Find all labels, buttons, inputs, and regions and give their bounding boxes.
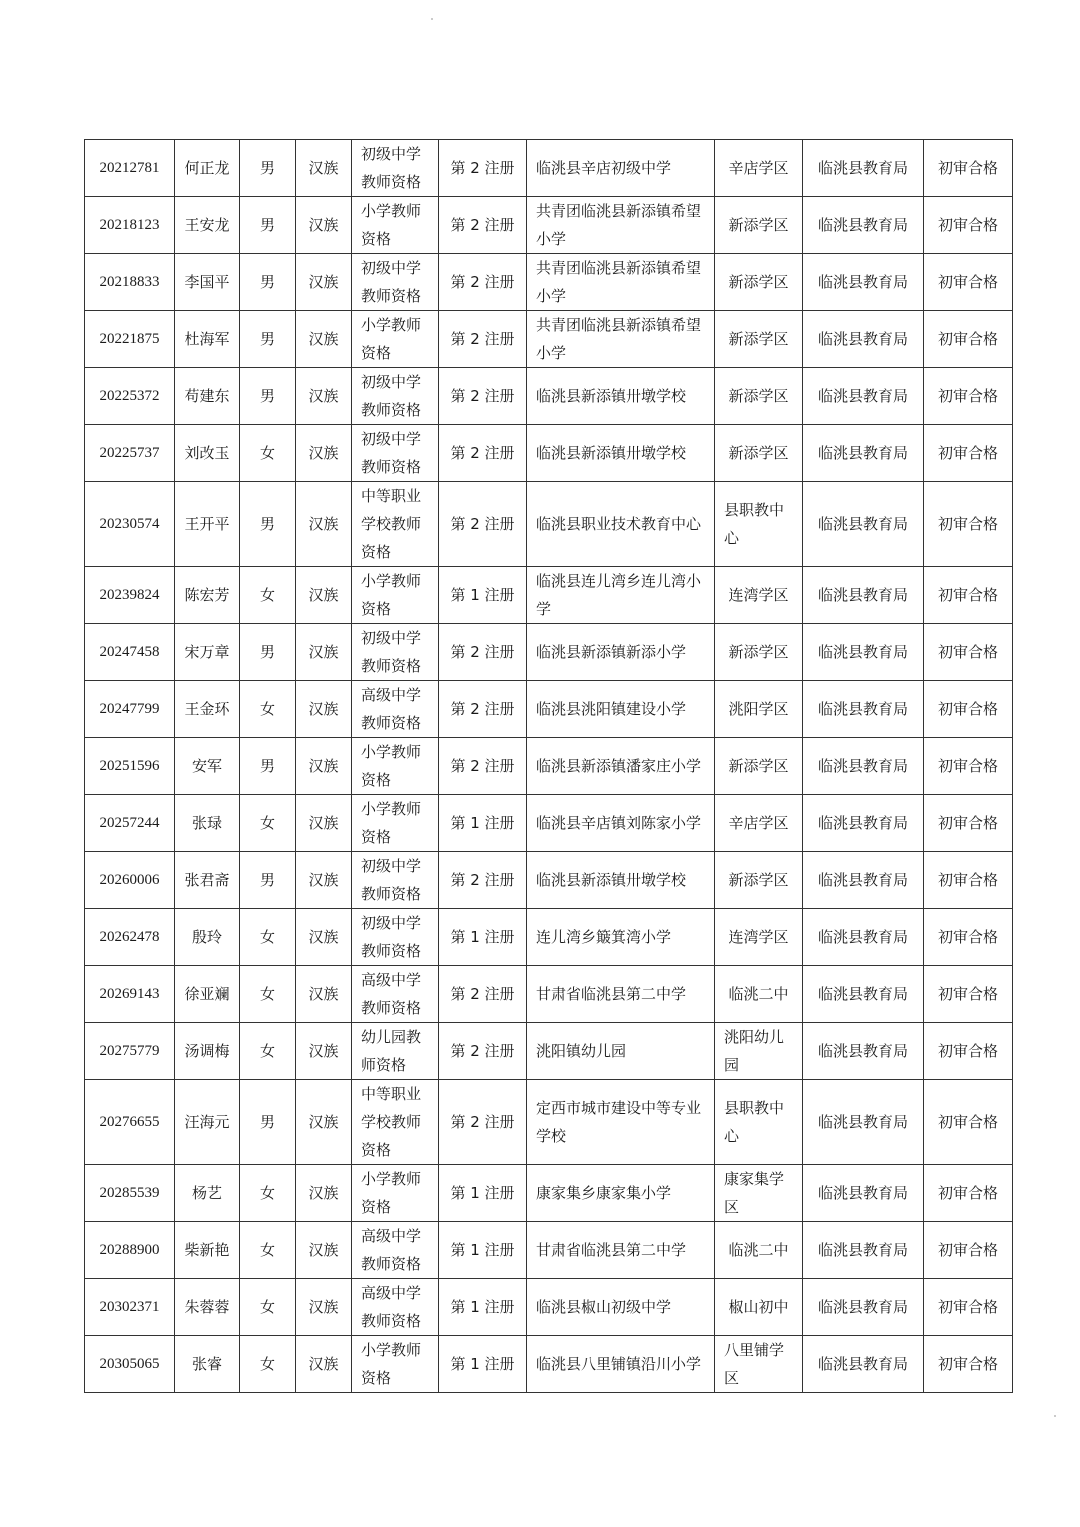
applicant-id: 20275779 xyxy=(85,1023,175,1080)
registration-type: 第 2 注册 xyxy=(439,966,527,1023)
authority: 临洮县教育局 xyxy=(803,567,924,624)
applicant-name: 李国平 xyxy=(175,254,240,311)
gender: 男 xyxy=(240,311,296,368)
gender: 女 xyxy=(240,1165,296,1222)
ethnicity: 汉族 xyxy=(296,254,352,311)
table-row xyxy=(85,254,1013,311)
gender: 女 xyxy=(240,1279,296,1336)
registration-type: 第 1 注册 xyxy=(439,795,527,852)
school: 康家集乡康家集小学 xyxy=(527,1165,715,1222)
registration-table xyxy=(84,139,1013,1393)
registration-type: 第 2 注册 xyxy=(439,311,527,368)
qualification: 初级中学教师资格 xyxy=(352,140,439,197)
table-row xyxy=(85,1222,1013,1279)
district: 县职教中心 xyxy=(715,1080,803,1165)
registration-type: 第 1 注册 xyxy=(439,1165,527,1222)
qualification: 幼儿园教师资格 xyxy=(352,1023,439,1080)
gender: 女 xyxy=(240,1336,296,1393)
applicant-name: 汤调梅 xyxy=(175,1023,240,1080)
school: 临洮县辛店镇刘陈家小学 xyxy=(527,795,715,852)
gender: 男 xyxy=(240,624,296,681)
table-body xyxy=(85,140,1013,1393)
district: 八里铺学区 xyxy=(715,1336,803,1393)
qualification: 中等职业学校教师资格 xyxy=(352,482,439,567)
authority: 临洮县教育局 xyxy=(803,1080,924,1165)
review-result: 初审合格 xyxy=(924,254,1013,311)
ethnicity: 汉族 xyxy=(296,140,352,197)
applicant-name: 徐亚斓 xyxy=(175,966,240,1023)
ethnicity: 汉族 xyxy=(296,795,352,852)
applicant-name: 杜海军 xyxy=(175,311,240,368)
review-result: 初审合格 xyxy=(924,681,1013,738)
authority: 临洮县教育局 xyxy=(803,738,924,795)
ethnicity: 汉族 xyxy=(296,1080,352,1165)
school: 甘肃省临洮县第二中学 xyxy=(527,1222,715,1279)
authority: 临洮县教育局 xyxy=(803,681,924,738)
school: 临洮县洮阳镇建设小学 xyxy=(527,681,715,738)
applicant-id: 20285539 xyxy=(85,1165,175,1222)
gender: 男 xyxy=(240,254,296,311)
applicant-id: 20302371 xyxy=(85,1279,175,1336)
applicant-id: 20225737 xyxy=(85,425,175,482)
gender: 女 xyxy=(240,567,296,624)
registration-type: 第 2 注册 xyxy=(439,425,527,482)
qualification: 高级中学教师资格 xyxy=(352,966,439,1023)
qualification: 小学教师资格 xyxy=(352,311,439,368)
applicant-name: 苟建东 xyxy=(175,368,240,425)
registration-type: 第 2 注册 xyxy=(439,1080,527,1165)
school: 临洮县新添镇新添小学 xyxy=(527,624,715,681)
authority: 临洮县教育局 xyxy=(803,368,924,425)
applicant-name: 陈宏芳 xyxy=(175,567,240,624)
gender: 女 xyxy=(240,425,296,482)
school: 临洮县新添镇卅墩学校 xyxy=(527,368,715,425)
review-result: 初审合格 xyxy=(924,1336,1013,1393)
school: 定西市城市建设中等专业学校 xyxy=(527,1080,715,1165)
gender: 男 xyxy=(240,852,296,909)
applicant-id: 20247458 xyxy=(85,624,175,681)
gender: 男 xyxy=(240,140,296,197)
review-result: 初审合格 xyxy=(924,1023,1013,1080)
ethnicity: 汉族 xyxy=(296,966,352,1023)
school: 临洮县职业技术教育中心 xyxy=(527,482,715,567)
table-row xyxy=(85,966,1013,1023)
authority: 临洮县教育局 xyxy=(803,909,924,966)
table-row xyxy=(85,311,1013,368)
authority: 临洮县教育局 xyxy=(803,966,924,1023)
ethnicity: 汉族 xyxy=(296,1222,352,1279)
review-result: 初审合格 xyxy=(924,1279,1013,1336)
table-row xyxy=(85,681,1013,738)
review-result: 初审合格 xyxy=(924,909,1013,966)
applicant-id: 20257244 xyxy=(85,795,175,852)
district: 新添学区 xyxy=(715,624,803,681)
review-result: 初审合格 xyxy=(924,482,1013,567)
registration-type: 第 2 注册 xyxy=(439,1023,527,1080)
gender: 女 xyxy=(240,795,296,852)
qualification: 中等职业学校教师资格 xyxy=(352,1080,439,1165)
authority: 临洮县教育局 xyxy=(803,1336,924,1393)
registration-type: 第 2 注册 xyxy=(439,624,527,681)
district: 辛店学区 xyxy=(715,140,803,197)
registration-type: 第 1 注册 xyxy=(439,909,527,966)
table-row xyxy=(85,852,1013,909)
gender: 女 xyxy=(240,909,296,966)
registration-type: 第 2 注册 xyxy=(439,368,527,425)
scan-speck xyxy=(431,18,433,20)
ethnicity: 汉族 xyxy=(296,1165,352,1222)
qualification: 小学教师资格 xyxy=(352,197,439,254)
school: 共青团临洮县新添镇希望小学 xyxy=(527,311,715,368)
applicant-name: 汪海元 xyxy=(175,1080,240,1165)
ethnicity: 汉族 xyxy=(296,1023,352,1080)
table-row xyxy=(85,425,1013,482)
applicant-id: 20218833 xyxy=(85,254,175,311)
table-row xyxy=(85,1336,1013,1393)
applicant-id: 20251596 xyxy=(85,738,175,795)
review-result: 初审合格 xyxy=(924,311,1013,368)
district: 新添学区 xyxy=(715,197,803,254)
gender: 女 xyxy=(240,1222,296,1279)
qualification: 初级中学教师资格 xyxy=(352,254,439,311)
qualification: 高级中学教师资格 xyxy=(352,1279,439,1336)
applicant-name: 王金环 xyxy=(175,681,240,738)
qualification: 高级中学教师资格 xyxy=(352,681,439,738)
applicant-name: 杨艺 xyxy=(175,1165,240,1222)
gender: 男 xyxy=(240,368,296,425)
district: 连湾学区 xyxy=(715,567,803,624)
qualification: 小学教师资格 xyxy=(352,1336,439,1393)
registration-type: 第 2 注册 xyxy=(439,140,527,197)
applicant-id: 20247799 xyxy=(85,681,175,738)
registration-type: 第 2 注册 xyxy=(439,254,527,311)
registration-type: 第 2 注册 xyxy=(439,681,527,738)
applicant-name: 柴新艳 xyxy=(175,1222,240,1279)
applicant-id: 20305065 xyxy=(85,1336,175,1393)
authority: 临洮县教育局 xyxy=(803,482,924,567)
table-row xyxy=(85,197,1013,254)
applicant-name: 何正龙 xyxy=(175,140,240,197)
registration-type: 第 1 注册 xyxy=(439,1279,527,1336)
table-row xyxy=(85,140,1013,197)
qualification: 小学教师资格 xyxy=(352,738,439,795)
ethnicity: 汉族 xyxy=(296,368,352,425)
review-result: 初审合格 xyxy=(924,368,1013,425)
authority: 临洮县教育局 xyxy=(803,1165,924,1222)
applicant-name: 殷玲 xyxy=(175,909,240,966)
authority: 临洮县教育局 xyxy=(803,1023,924,1080)
gender: 男 xyxy=(240,1080,296,1165)
table-row xyxy=(85,1023,1013,1080)
authority: 临洮县教育局 xyxy=(803,1222,924,1279)
ethnicity: 汉族 xyxy=(296,624,352,681)
district: 临洮二中 xyxy=(715,1222,803,1279)
ethnicity: 汉族 xyxy=(296,567,352,624)
district: 临洮二中 xyxy=(715,966,803,1023)
ethnicity: 汉族 xyxy=(296,425,352,482)
district: 新添学区 xyxy=(715,738,803,795)
authority: 临洮县教育局 xyxy=(803,140,924,197)
table-row xyxy=(85,909,1013,966)
applicant-id: 20269143 xyxy=(85,966,175,1023)
applicant-id: 20212781 xyxy=(85,140,175,197)
table-row xyxy=(85,482,1013,567)
applicant-id: 20239824 xyxy=(85,567,175,624)
registration-type: 第 2 注册 xyxy=(439,482,527,567)
school: 共青团临洮县新添镇希望小学 xyxy=(527,197,715,254)
school: 临洮县新添镇卅墩学校 xyxy=(527,852,715,909)
district: 新添学区 xyxy=(715,368,803,425)
applicant-name: 王开平 xyxy=(175,482,240,567)
gender: 男 xyxy=(240,197,296,254)
district: 椒山初中 xyxy=(715,1279,803,1336)
applicant-name: 刘改玉 xyxy=(175,425,240,482)
registration-type: 第 1 注册 xyxy=(439,1222,527,1279)
applicant-name: 宋万章 xyxy=(175,624,240,681)
district: 新添学区 xyxy=(715,852,803,909)
registration-type: 第 2 注册 xyxy=(439,197,527,254)
qualification: 初级中学教师资格 xyxy=(352,368,439,425)
applicant-name: 安军 xyxy=(175,738,240,795)
review-result: 初审合格 xyxy=(924,795,1013,852)
ethnicity: 汉族 xyxy=(296,1279,352,1336)
authority: 临洮县教育局 xyxy=(803,197,924,254)
district: 康家集学区 xyxy=(715,1165,803,1222)
review-result: 初审合格 xyxy=(924,197,1013,254)
school: 临洮县椒山初级中学 xyxy=(527,1279,715,1336)
authority: 临洮县教育局 xyxy=(803,425,924,482)
district: 新添学区 xyxy=(715,311,803,368)
applicant-id: 20288900 xyxy=(85,1222,175,1279)
table-row xyxy=(85,567,1013,624)
gender: 女 xyxy=(240,681,296,738)
applicant-id: 20262478 xyxy=(85,909,175,966)
authority: 临洮县教育局 xyxy=(803,254,924,311)
gender: 男 xyxy=(240,738,296,795)
authority: 临洮县教育局 xyxy=(803,624,924,681)
school: 临洮县辛店初级中学 xyxy=(527,140,715,197)
applicant-name: 王安龙 xyxy=(175,197,240,254)
school: 临洮县新添镇潘家庄小学 xyxy=(527,738,715,795)
review-result: 初审合格 xyxy=(924,567,1013,624)
gender: 女 xyxy=(240,1023,296,1080)
ethnicity: 汉族 xyxy=(296,852,352,909)
qualification: 初级中学教师资格 xyxy=(352,624,439,681)
district: 连湾学区 xyxy=(715,909,803,966)
review-result: 初审合格 xyxy=(924,1080,1013,1165)
school: 洮阳镇幼儿园 xyxy=(527,1023,715,1080)
gender: 男 xyxy=(240,482,296,567)
qualification: 初级中学教师资格 xyxy=(352,909,439,966)
authority: 临洮县教育局 xyxy=(803,795,924,852)
applicant-name: 张琭 xyxy=(175,795,240,852)
review-result: 初审合格 xyxy=(924,1165,1013,1222)
table-row xyxy=(85,624,1013,681)
qualification: 高级中学教师资格 xyxy=(352,1222,439,1279)
registration-type: 第 1 注册 xyxy=(439,1336,527,1393)
district: 洮阳学区 xyxy=(715,681,803,738)
school: 临洮县八里铺镇沿川小学 xyxy=(527,1336,715,1393)
gender: 女 xyxy=(240,966,296,1023)
registration-type: 第 2 注册 xyxy=(439,852,527,909)
district: 洮阳幼儿园 xyxy=(715,1023,803,1080)
review-result: 初审合格 xyxy=(924,624,1013,681)
ethnicity: 汉族 xyxy=(296,311,352,368)
applicant-name: 张君斋 xyxy=(175,852,240,909)
scan-speck xyxy=(1054,1415,1056,1417)
authority: 临洮县教育局 xyxy=(803,311,924,368)
table-row xyxy=(85,738,1013,795)
review-result: 初审合格 xyxy=(924,852,1013,909)
district: 辛店学区 xyxy=(715,795,803,852)
qualification: 初级中学教师资格 xyxy=(352,852,439,909)
ethnicity: 汉族 xyxy=(296,909,352,966)
review-result: 初审合格 xyxy=(924,738,1013,795)
authority: 临洮县教育局 xyxy=(803,1279,924,1336)
district: 新添学区 xyxy=(715,254,803,311)
table-row xyxy=(85,1165,1013,1222)
school: 甘肃省临洮县第二中学 xyxy=(527,966,715,1023)
table-row xyxy=(85,368,1013,425)
ethnicity: 汉族 xyxy=(296,197,352,254)
school: 共青团临洮县新添镇希望小学 xyxy=(527,254,715,311)
ethnicity: 汉族 xyxy=(296,1336,352,1393)
table-row xyxy=(85,795,1013,852)
qualification: 小学教师资格 xyxy=(352,1165,439,1222)
applicant-id: 20218123 xyxy=(85,197,175,254)
table-row xyxy=(85,1080,1013,1165)
review-result: 初审合格 xyxy=(924,425,1013,482)
qualification: 初级中学教师资格 xyxy=(352,425,439,482)
school: 连儿湾乡簸箕湾小学 xyxy=(527,909,715,966)
applicant-id: 20260006 xyxy=(85,852,175,909)
qualification: 小学教师资格 xyxy=(352,795,439,852)
table-row xyxy=(85,1279,1013,1336)
review-result: 初审合格 xyxy=(924,140,1013,197)
qualification: 小学教师资格 xyxy=(352,567,439,624)
applicant-id: 20230574 xyxy=(85,482,175,567)
review-result: 初审合格 xyxy=(924,1222,1013,1279)
ethnicity: 汉族 xyxy=(296,681,352,738)
district: 新添学区 xyxy=(715,425,803,482)
school: 临洮县新添镇卅墩学校 xyxy=(527,425,715,482)
applicant-name: 朱蓉蓉 xyxy=(175,1279,240,1336)
review-result: 初审合格 xyxy=(924,966,1013,1023)
ethnicity: 汉族 xyxy=(296,482,352,567)
ethnicity: 汉族 xyxy=(296,738,352,795)
registration-type: 第 1 注册 xyxy=(439,567,527,624)
district: 县职教中心 xyxy=(715,482,803,567)
applicant-name: 张睿 xyxy=(175,1336,240,1393)
applicant-id: 20276655 xyxy=(85,1080,175,1165)
applicant-id: 20225372 xyxy=(85,368,175,425)
school: 临洮县连儿湾乡连儿湾小学 xyxy=(527,567,715,624)
authority: 临洮县教育局 xyxy=(803,852,924,909)
applicant-id: 20221875 xyxy=(85,311,175,368)
registration-type: 第 2 注册 xyxy=(439,738,527,795)
